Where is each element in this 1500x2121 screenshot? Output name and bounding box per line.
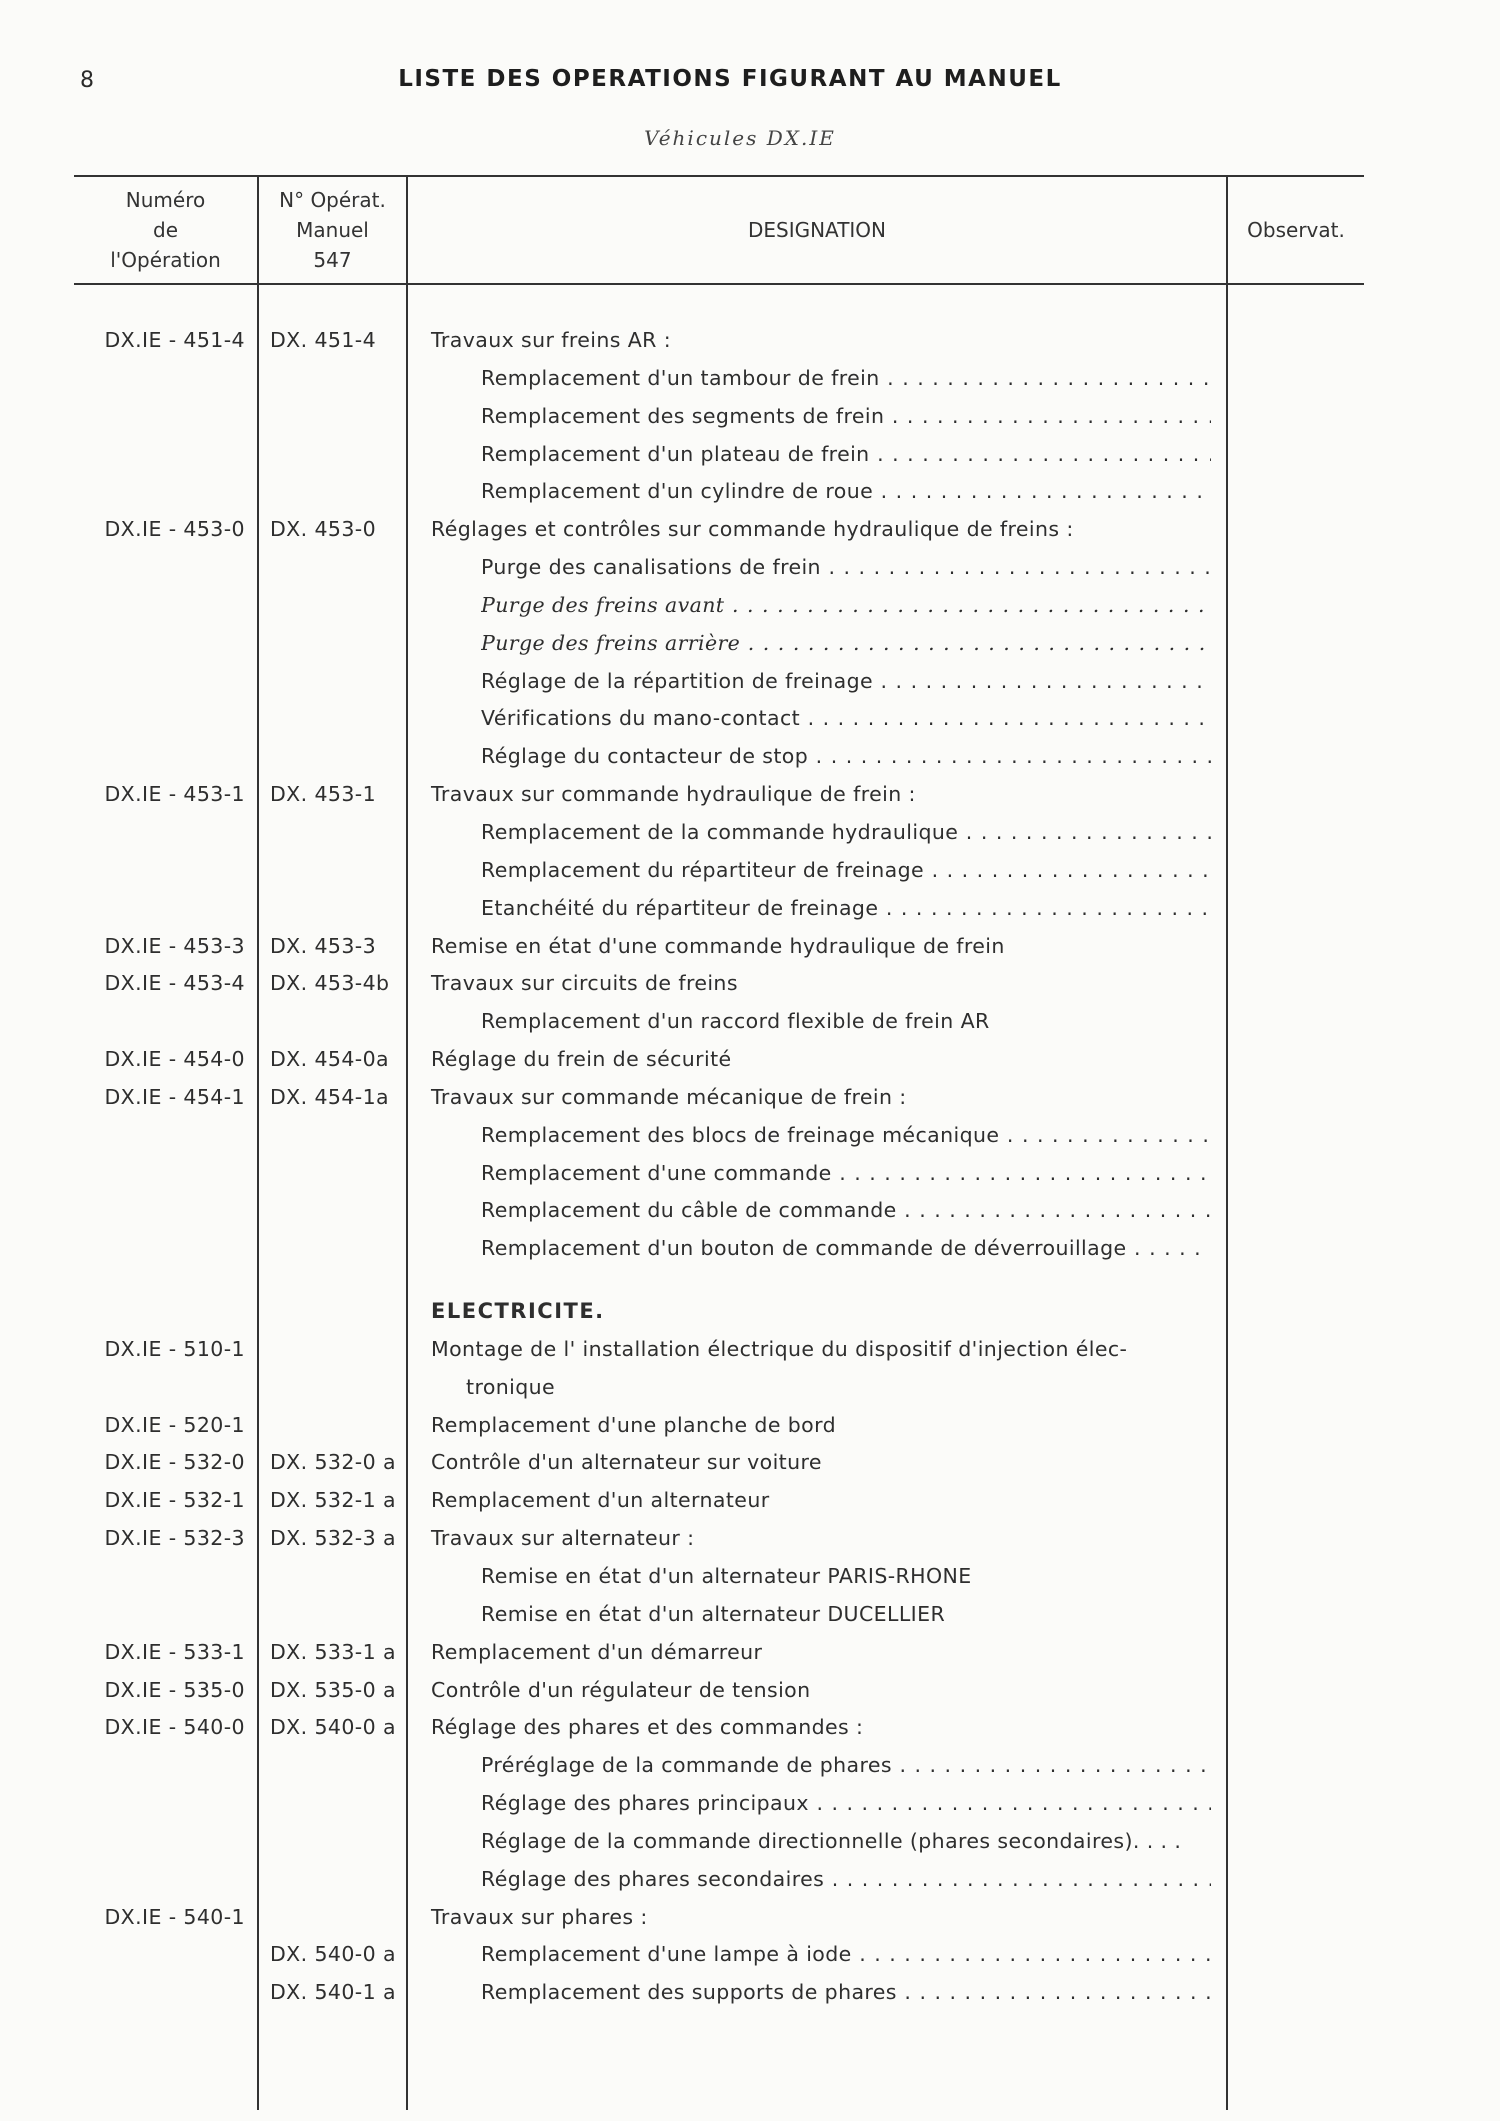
table-row (0, 741, 1500, 779)
header-operation-number (74, 185, 257, 275)
table-row (0, 931, 1500, 969)
operation-number: DX.IE - 510-1 (104, 1336, 245, 1361)
table-row (0, 1233, 1500, 1271)
table-row (0, 1120, 1500, 1158)
designation: Réglage des phares et des commandes : (431, 1715, 864, 1740)
manual-operation-number: DX. 535-0 a (270, 1677, 396, 1702)
designation: Préréglage de la commande de phares . . . (481, 1750, 1211, 1780)
table-row (0, 1902, 1500, 1940)
table-row (0, 1712, 1500, 1750)
table-row (0, 703, 1500, 741)
table-row (0, 1271, 1500, 1296)
page-number: 8 (80, 68, 94, 93)
operation-number: DX.IE - 532-1 (104, 1488, 245, 1513)
table-row (0, 1599, 1500, 1637)
operation-number: DX.IE - 453-4 (104, 971, 245, 996)
designation: Réglage du contacteur de stop . . . (481, 741, 1211, 771)
table-row (0, 1864, 1500, 1902)
designation: Remplacement des supports de phares . . . (481, 1977, 1211, 2007)
designation: Travaux sur alternateur : (431, 1526, 695, 1551)
designation: Contrôle d'un alternateur sur voiture (431, 1450, 822, 1475)
designation: Purge des canalisations de frein . . . (481, 552, 1211, 582)
manual-operation-number: DX. 453-0 (270, 517, 377, 542)
table-row (0, 1447, 1500, 1485)
designation: Remplacement d'un cylindre de roue . . . (481, 476, 1211, 506)
table-row (0, 1939, 1500, 1977)
manual-operation-number: DX. 532-0 a (270, 1450, 396, 1475)
table-row (0, 1637, 1500, 1675)
header-line: de (153, 218, 178, 242)
operation-number: DX.IE - 453-3 (104, 933, 245, 958)
table-row (0, 1485, 1500, 1523)
manual-operation-number: DX. 540-0 a (270, 1942, 396, 1967)
table-row (0, 1788, 1500, 1826)
table-row (0, 1334, 1500, 1372)
table-row (0, 1750, 1500, 1788)
designation: Remise en état d'une commande hydraulique de frein (431, 933, 1005, 958)
operation-number: DX.IE - 451-4 (104, 328, 245, 352)
page-subtitle: Véhicules DX.IE (644, 126, 836, 150)
operation-number: DX.IE - 532-3 (104, 1526, 245, 1551)
table-row (0, 968, 1500, 1006)
operation-number: DX.IE - 535-0 (104, 1677, 245, 1702)
operation-number: DX.IE - 540-1 (104, 1904, 245, 1929)
section-heading: ELECTRICITE. (431, 1299, 605, 1324)
header-designation: DESIGNATION (747, 218, 887, 242)
designation: Etanchéité du répartiteur de freinage . . . (481, 893, 1211, 923)
header-bottom-rule (74, 283, 1364, 285)
manual-operation-number: DX. 451-4 (270, 328, 377, 352)
manual-operation-number: DX. 532-3 a (270, 1526, 396, 1551)
header-line: N° Opérat. (279, 188, 386, 212)
designation: Remplacement d'un alternateur (431, 1488, 770, 1513)
table-row (0, 1523, 1500, 1561)
table-row (0, 855, 1500, 893)
designation: Montage de l' installation électrique du dispositif d'injection élec- (431, 1336, 1128, 1361)
table-row (0, 1158, 1500, 1196)
manual-operation-number: DX. 533-1 a (270, 1639, 396, 1664)
table-row (0, 1006, 1500, 1044)
designation: Purge des freins avant . . . (481, 590, 1211, 620)
table-row (0, 1561, 1500, 1599)
header-line: 547 (313, 248, 352, 272)
table-row (0, 1195, 1500, 1233)
table-row (0, 590, 1500, 628)
table-row (0, 628, 1500, 666)
designation: Réglages et contrôles sur commande hydraulique de freins : (431, 517, 1074, 542)
designation: Vérifications du mano-contact . . . (481, 703, 1211, 733)
designation: Réglage du frein de sécurité (431, 1047, 732, 1072)
designation: Réglage de la répartition de freinage . . . (481, 666, 1211, 696)
designation: Remplacement de la commande hydraulique . . . (481, 817, 1211, 847)
designation: Remplacement du répartiteur de freinage . . . (481, 855, 1211, 885)
designation: Remise en état d'un alternateur PARIS-RHONE (481, 1564, 972, 1588)
designation: Remplacement d'un démarreur (431, 1639, 763, 1664)
table-row (0, 552, 1500, 590)
designation: Remplacement des blocs de freinage mécanique . . . (481, 1120, 1211, 1150)
designation: Travaux sur commande hydraulique de frein : (431, 782, 916, 807)
designation: tronique (466, 1374, 556, 1399)
header-line: l'Opération (110, 248, 221, 272)
manual-operation-number: DX. 540-0 a (270, 1715, 396, 1740)
operation-number: DX.IE - 453-0 (104, 517, 245, 542)
designation: Contrôle d'un régulateur de tension (431, 1677, 811, 1702)
table-row (0, 1044, 1500, 1082)
designation: Travaux sur commande mécanique de frein : (431, 1084, 907, 1109)
header-line: Numéro (125, 188, 206, 212)
operation-number: DX.IE - 454-1 (104, 1084, 245, 1109)
designation: Remplacement d'un plateau de frein . . . (481, 439, 1211, 469)
manual-operation-number: DX. 453-1 (270, 782, 377, 807)
header-line: Manuel (296, 218, 369, 242)
operation-number: DX.IE - 533-1 (104, 1639, 245, 1664)
designation: Remplacement d'une planche de bord (431, 1412, 836, 1437)
table-row (0, 325, 1500, 363)
operation-number: DX.IE - 520-1 (104, 1412, 245, 1437)
operations-table (0, 325, 1500, 2015)
manual-operation-number: DX. 453-3 (270, 933, 377, 958)
manual-operation-number: DX. 454-0a (270, 1047, 389, 1072)
operation-number: DX.IE - 453-1 (104, 782, 245, 807)
table-row (0, 401, 1500, 439)
designation: Purge des freins arrière . . . (481, 628, 1211, 658)
designation: Travaux sur phares : (431, 1904, 648, 1929)
designation: Remplacement du câble de commande . . . (481, 1195, 1211, 1225)
designation: Réglage de la commande directionnelle (phares secondaires). . . . (481, 1828, 1182, 1853)
table-row (0, 817, 1500, 855)
manual-operation-number: DX. 532-1 a (270, 1488, 396, 1513)
designation: Remplacement d'un bouton de commande de déverrouillage . . . (481, 1233, 1211, 1263)
designation: Remplacement d'une lampe à iode . . . (481, 1939, 1211, 1969)
page-title: LISTE DES OPERATIONS FIGURANT AU MANUEL (398, 66, 1062, 92)
designation: Remplacement des segments de frein . . . (481, 401, 1211, 431)
table-row (0, 1977, 1500, 2015)
designation: Réglage des phares secondaires . . . (481, 1864, 1211, 1894)
header-observations: Observat. (1247, 218, 1345, 242)
table-row (0, 476, 1500, 514)
table-row (0, 1296, 1500, 1334)
table-top-rule (74, 175, 1364, 177)
table-row (0, 514, 1500, 552)
designation: Travaux sur freins AR : (431, 328, 672, 352)
designation: Réglage des phares principaux . . . (481, 1788, 1211, 1818)
operation-number: DX.IE - 454-0 (104, 1047, 245, 1072)
table-row (0, 893, 1500, 931)
designation: Travaux sur circuits de freins (431, 971, 738, 996)
designation: Remplacement d'une commande . . . (481, 1158, 1211, 1188)
table-row (0, 363, 1500, 401)
table-row (0, 1410, 1500, 1448)
table-row (0, 1372, 1500, 1410)
designation: Remplacement d'un raccord flexible de frein AR (481, 1009, 990, 1034)
header-manual-number (259, 185, 406, 275)
table-row (0, 666, 1500, 704)
table-row (0, 1675, 1500, 1713)
operation-number: DX.IE - 540-0 (104, 1715, 245, 1740)
manual-operation-number: DX. 540-1 a (270, 1980, 396, 2005)
table-row (0, 1826, 1500, 1864)
table-row (0, 779, 1500, 817)
table-row (0, 1082, 1500, 1120)
table-row (0, 439, 1500, 477)
manual-operation-number: DX. 453-4b (270, 971, 390, 996)
operation-number: DX.IE - 532-0 (104, 1450, 245, 1475)
designation: Remise en état d'un alternateur DUCELLIER (481, 1601, 946, 1626)
manual-operation-number: DX. 454-1a (270, 1084, 389, 1109)
designation: Remplacement d'un tambour de frein . . . (481, 363, 1211, 393)
